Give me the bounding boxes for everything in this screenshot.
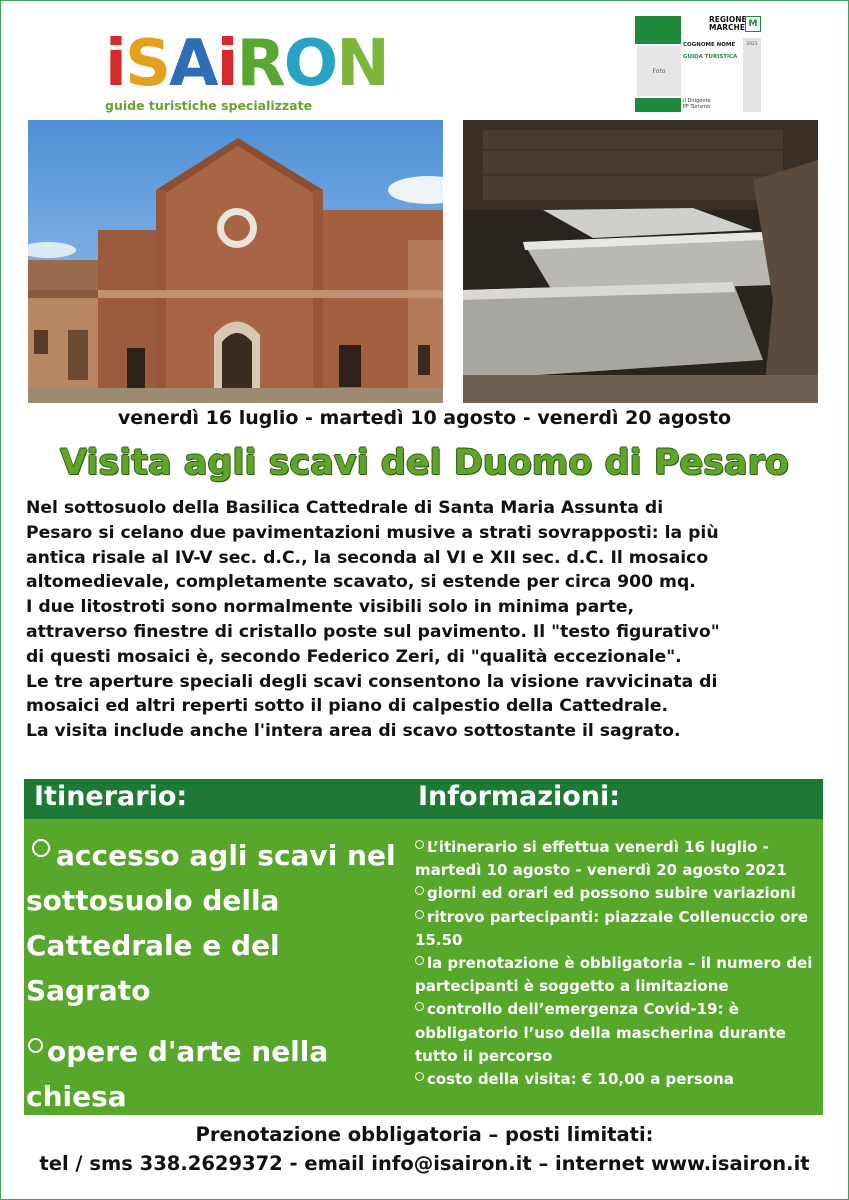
itinerary-item (26, 1029, 406, 1119)
card-name: COGNOME NOME (683, 42, 736, 48)
card-green-band-top (635, 16, 681, 44)
card-signature: Il Dirigente PF Turismo (683, 98, 711, 110)
information-item (415, 882, 815, 905)
description-line: mosaici ed altri reperti sotto il piano di calpestio della Cattedrale. (26, 696, 669, 717)
description-line: altomedievale, completamente scavato, si estende per circa 900 mq. (26, 572, 696, 593)
itinerary-item-text: chiesa (26, 1080, 127, 1113)
logo-tagline: guide turistiche specializzate (105, 98, 313, 113)
description-line: antica risale al IV-V sec. d.C., la seconda al VI e XII sec. d.C. Il mosaico (26, 547, 709, 568)
information-item-text: la prenotazione è obbligatoria – il numero dei partecipanti è soggetto a limitazione (415, 954, 813, 996)
information-item-text: costo della visita: € 10,00 a persona (427, 1070, 734, 1089)
description-block (26, 496, 826, 744)
itinerary-item-text: accesso agli scavi nel (56, 839, 396, 872)
contact-line: tel / sms 338.2629372 - email info@isairon.it – internet www.isairon.it (39, 1152, 810, 1175)
guide-license-card (635, 16, 763, 112)
bullet-circle-icon (28, 1038, 43, 1053)
card-role: GUIDA TURISTICA (683, 54, 738, 60)
bullet-circle-icon (415, 1072, 424, 1081)
description-line: Nel sottosuolo della Basilica Cattedrale di Santa Maria Assunta di (26, 498, 664, 518)
itinerary-item-text: Cattedrale e del Sagrato (26, 929, 280, 1007)
information-item (415, 836, 815, 882)
card-green-band-bottom (635, 98, 681, 112)
logo-letter: O (283, 27, 337, 101)
information-item-text: L’itinerario si effettua venerdì 16 luglio - martedì 10 agosto - venerdì 20 agosto 2021 (415, 838, 787, 880)
logo-wordmark (105, 22, 388, 101)
description-line: La visita include anche l'intera area di scavo sottostante il sagrato. (26, 721, 681, 742)
information-item-text: ritrovo partecipanti: piazzale Collenuccio ore 15.50 (415, 907, 808, 949)
info-panel (24, 779, 823, 1115)
card-region-label: REGIONE MARCHE (709, 15, 747, 32)
logo-letter: i (105, 27, 125, 101)
itinerary-item-text: sottosuolo della (26, 884, 280, 917)
booking-notice: Prenotazione obbligatoria – posti limitati: (195, 1123, 654, 1146)
description-line: Le tre aperture speciali degli scavi consentono la visione ravvicinata di (26, 671, 718, 692)
information-item-text: controllo dell’emergenza Covid-19: è obbligatorio l’uso della mascherina durante tutto il percorso (415, 1000, 786, 1065)
information-heading: Informazioni: (418, 781, 621, 812)
excavation-steps-photo (463, 120, 818, 403)
information-list (415, 836, 815, 1091)
bullet-circle-icon (415, 910, 424, 919)
description-line: Pesaro si celano due pavimentazioni musive a strati sovrapposti: la più (26, 522, 719, 543)
itinerary-heading: Itinerario: (34, 781, 188, 812)
logo-letter: R (236, 27, 284, 101)
isairon-logo (105, 22, 388, 117)
itinerary-item-text: opere d'arte nella (47, 1035, 329, 1068)
card-year: 2021 (746, 42, 758, 47)
bullet-circle-icon (415, 886, 424, 895)
itinerary-item (26, 833, 406, 1013)
page-title: Visita agli scavi del Duomo di Pesaro (60, 443, 789, 483)
information-item (415, 906, 815, 952)
card-photo-placeholder: Foto (637, 46, 681, 96)
bullet-circle-icon (415, 956, 424, 965)
information-item (415, 998, 815, 1068)
info-panel-header (24, 779, 823, 819)
region-emblem-icon: M (745, 16, 761, 32)
logo-letter: S (124, 27, 170, 101)
bullet-circle-icon (415, 1002, 424, 1011)
information-item-text: giorni ed orari ed possono subire variazioni (427, 884, 796, 903)
information-item (415, 952, 815, 998)
card-year-strip (743, 38, 761, 112)
cathedral-facade-photo (28, 120, 443, 403)
bullet-circle-icon (415, 840, 424, 849)
bullet-circle-icon (32, 839, 50, 857)
description-line: di questi mosaici è, secondo Federico Zeri, di "qualità eccezionale". (26, 646, 682, 667)
event-dates: venerdì 16 luglio - martedì 10 agosto - venerdì 20 agosto (117, 407, 732, 429)
itinerary-list (26, 833, 406, 1133)
logo-letter: A (169, 27, 217, 101)
description-line: attraverso finestre di cristallo poste sul pavimento. Il "testo figurativo" (26, 621, 720, 642)
logo-letter: i (216, 27, 237, 101)
information-item (415, 1068, 815, 1091)
description-line: I due litostroti sono normalmente visibili solo in minima parte, (26, 597, 635, 618)
logo-letter: N (336, 27, 388, 101)
